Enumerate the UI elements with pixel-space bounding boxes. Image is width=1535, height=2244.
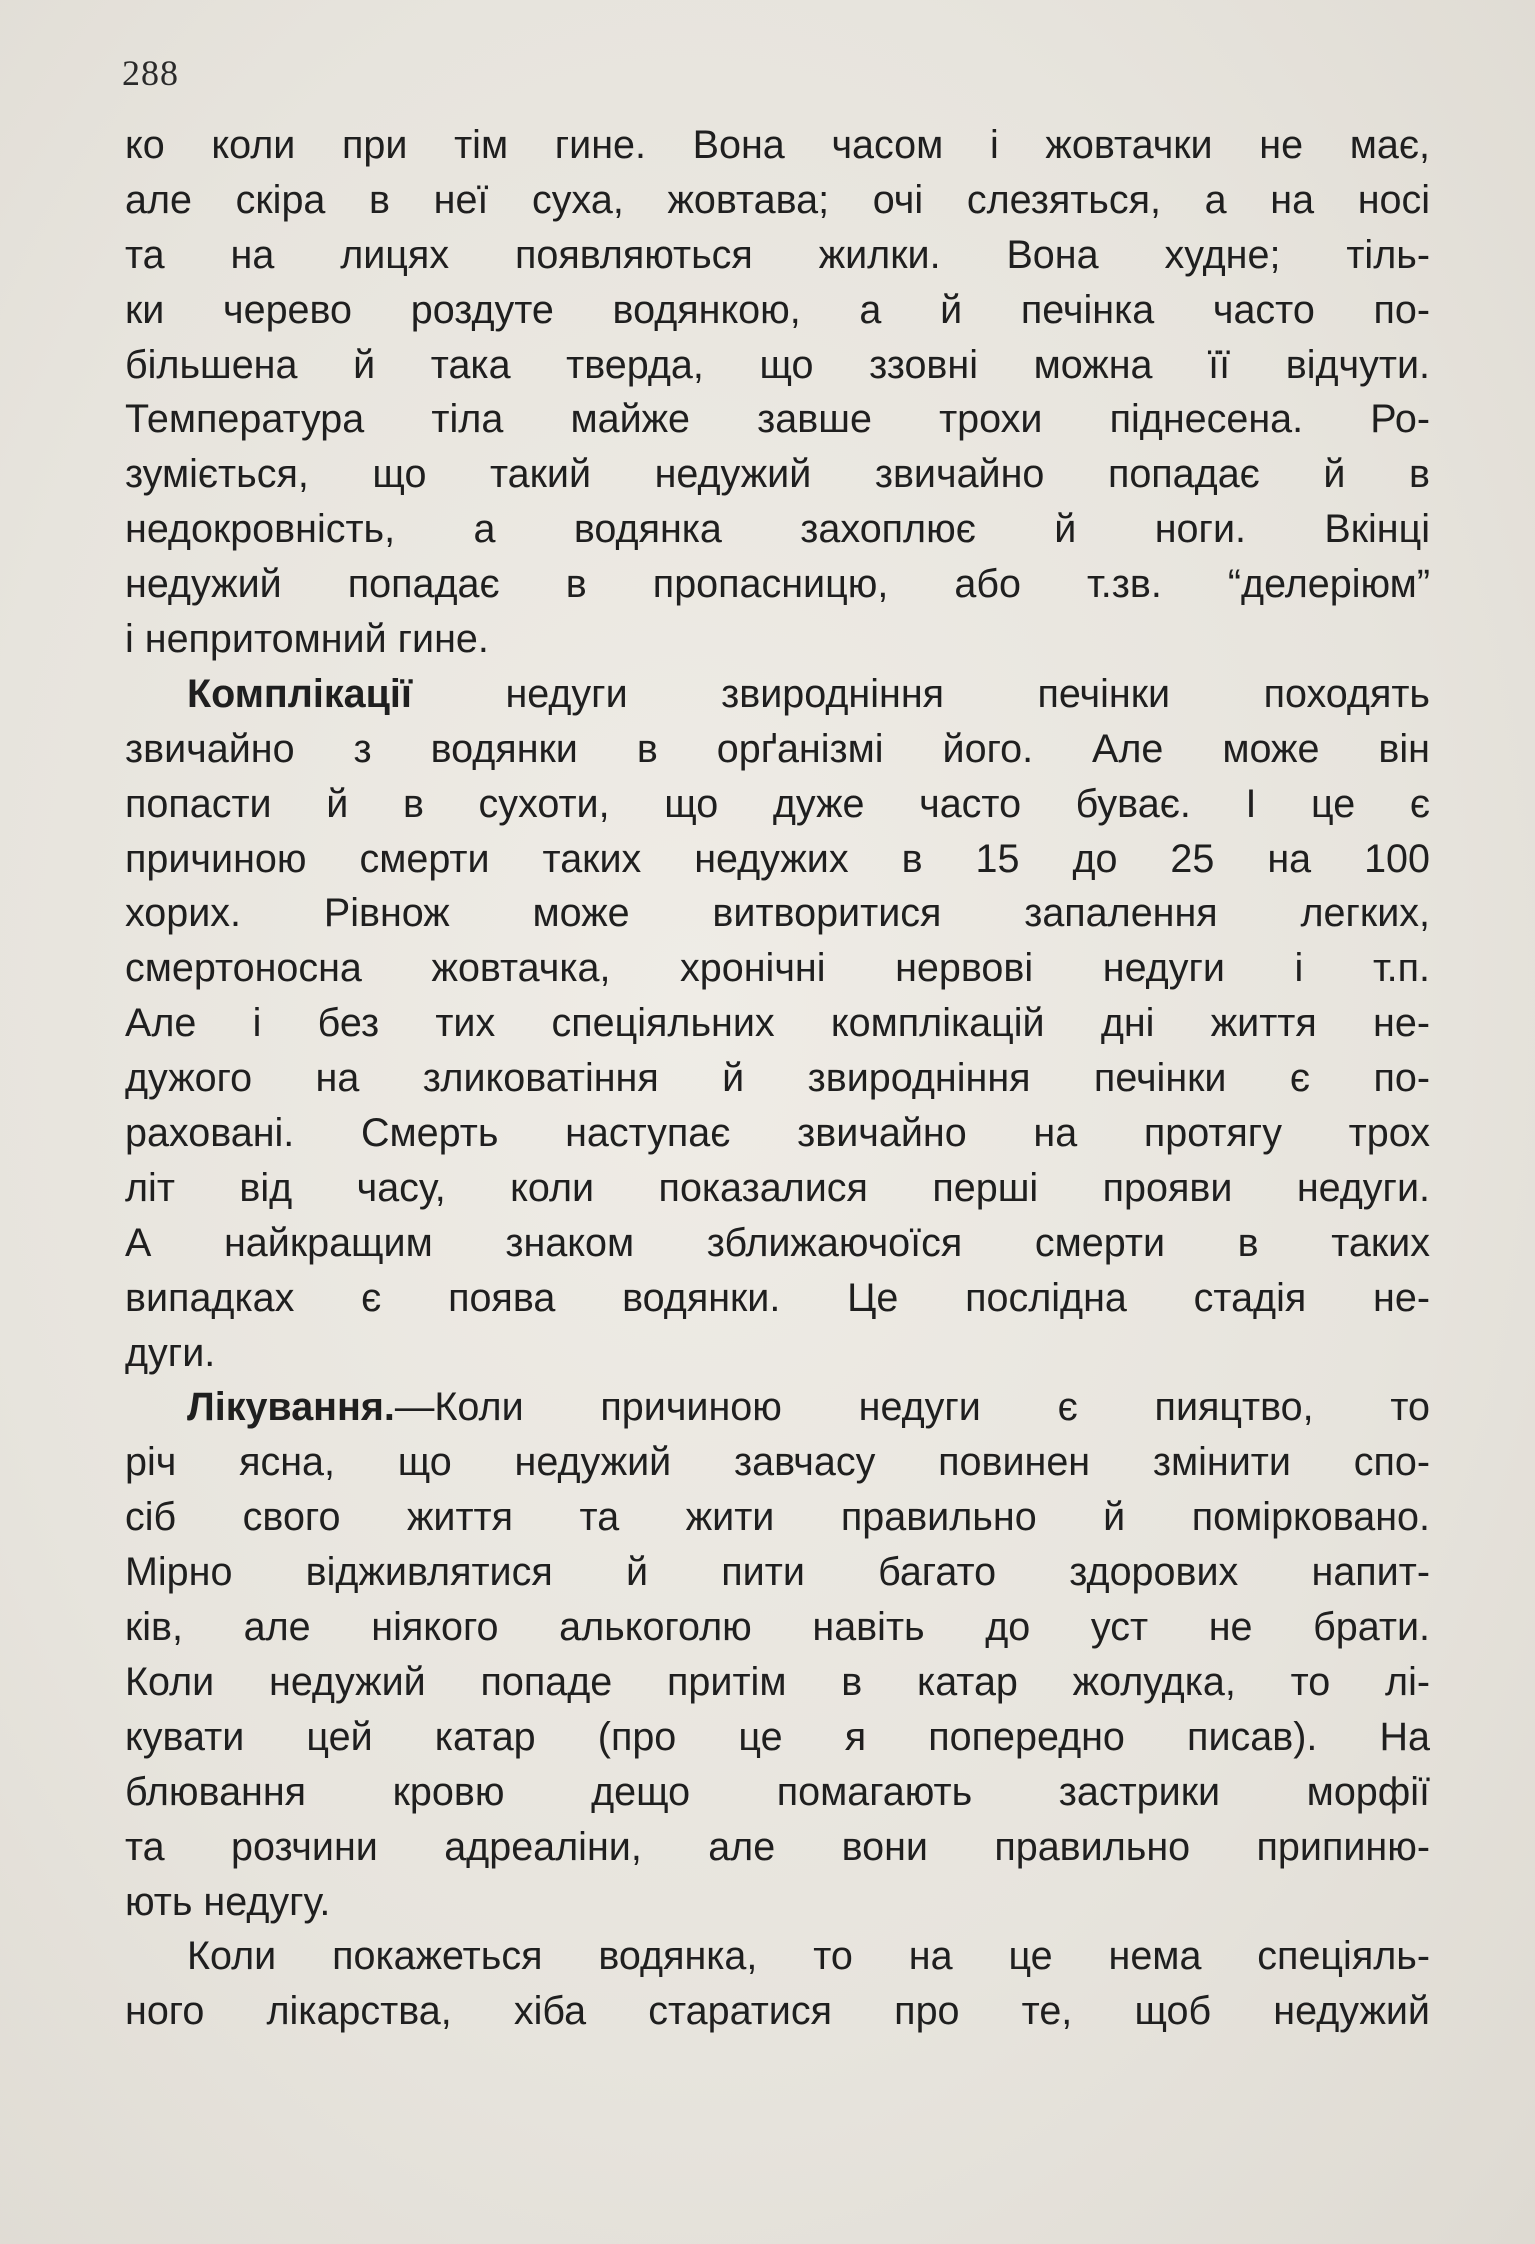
text-line: більшена й така тверда, що ззовні можна її відчути. bbox=[125, 342, 1430, 387]
text-line: смертоносна жовтачка, хронічні нервові недуги і т.п. bbox=[125, 946, 1430, 991]
page-number: 288 bbox=[122, 53, 179, 93]
text-line bbox=[125, 667, 1430, 722]
text-line: причиною смерти таких недужих в 15 до 25 на 100 bbox=[125, 836, 1430, 881]
text-line: та розчини адреаліни, але вони правильно припиню- bbox=[125, 1824, 1430, 1869]
text-line: дужого на зликоватіння й звиродніння печінки є по- bbox=[125, 1056, 1430, 1101]
text-line: дуги. bbox=[125, 1330, 216, 1375]
text-line: попасти й в сухоти, що дуже часто буває. І це є bbox=[125, 781, 1430, 826]
text-line: недокровність, а водянка захоплює й ноги. Вкінці bbox=[125, 507, 1430, 552]
text-line: Мірно відживлятися й пити багато здорових напит- bbox=[125, 1550, 1430, 1595]
text-line: звичайно з водянки в орґанізмі його. Але може він bbox=[125, 726, 1430, 771]
section-heading-treatment: Лікування. bbox=[187, 1385, 395, 1430]
text-line: та на лицях появляються жилки. Вона худне; тіль- bbox=[125, 232, 1430, 277]
text-line: Але і без тих спеціяльних комплікацій дні життя не- bbox=[125, 1001, 1430, 1046]
section-heading-complications: Комплікації bbox=[187, 671, 412, 716]
text-line: Коли недужий попаде притім в катар жолудка, то лі- bbox=[125, 1659, 1430, 1704]
text-line: і непритомний гине. bbox=[125, 617, 489, 662]
text-line: ють недугу. bbox=[125, 1879, 331, 1924]
text-line: сіб свого життя та жити правильно й помірковано. bbox=[125, 1495, 1430, 1540]
text-line: випадках є поява водянки. Це послідна стадія не- bbox=[125, 1275, 1430, 1320]
text-line: А найкращим знаком зближаючоїся смерти в таких bbox=[125, 1220, 1430, 1265]
body-text bbox=[125, 118, 1430, 2039]
text-line: літ від часу, коли показалися перші прояви недуги. bbox=[125, 1165, 1430, 1210]
text-line: зуміється, що такий недужий звичайно попадає й в bbox=[125, 452, 1430, 497]
text-line: річ ясна, що недужий завчасу повинен змінити спо- bbox=[125, 1440, 1430, 1485]
text-line-tail: недуги звиродніння печінки походять bbox=[411, 671, 1430, 716]
text-line: ки черево роздуте водянкою, а й печінка часто по- bbox=[125, 287, 1430, 332]
text-line: блювання кровю дещо помагають застрики морфії bbox=[125, 1769, 1430, 1814]
text-line: Температура тіла майже завше трохи піднесена. Ро- bbox=[125, 397, 1430, 442]
text-line: Коли покажеться водянка, то на це нема спеціяль- bbox=[187, 1934, 1430, 1979]
text-line: кувати цей катар (про це я попередно писав). На bbox=[125, 1714, 1430, 1759]
text-line-tail: —Коли причиною недуги є пияцтво, то bbox=[394, 1385, 1430, 1430]
text-line: ко коли при тім гине. Вона часом і жовтачки не має, bbox=[125, 123, 1430, 167]
text-line: хорих. Рівнож може витворитися запалення легких, bbox=[125, 891, 1430, 936]
text-line: ків, але ніякого алькоголю навіть до уст не брати. bbox=[125, 1605, 1430, 1650]
text-line: недужий попадає в пропасницю, або т.зв. “делеріюм” bbox=[125, 562, 1430, 607]
text-line: ного лікарства, хіба старатися про те, щоб недужий bbox=[125, 1989, 1430, 2034]
text-line: раховані. Смерть наступає звичайно на протягу трох bbox=[125, 1111, 1430, 1156]
text-line: але скіра в неї суха, жовтава; очі слезяться, а на носі bbox=[125, 177, 1430, 222]
text-line bbox=[125, 1380, 1430, 1435]
